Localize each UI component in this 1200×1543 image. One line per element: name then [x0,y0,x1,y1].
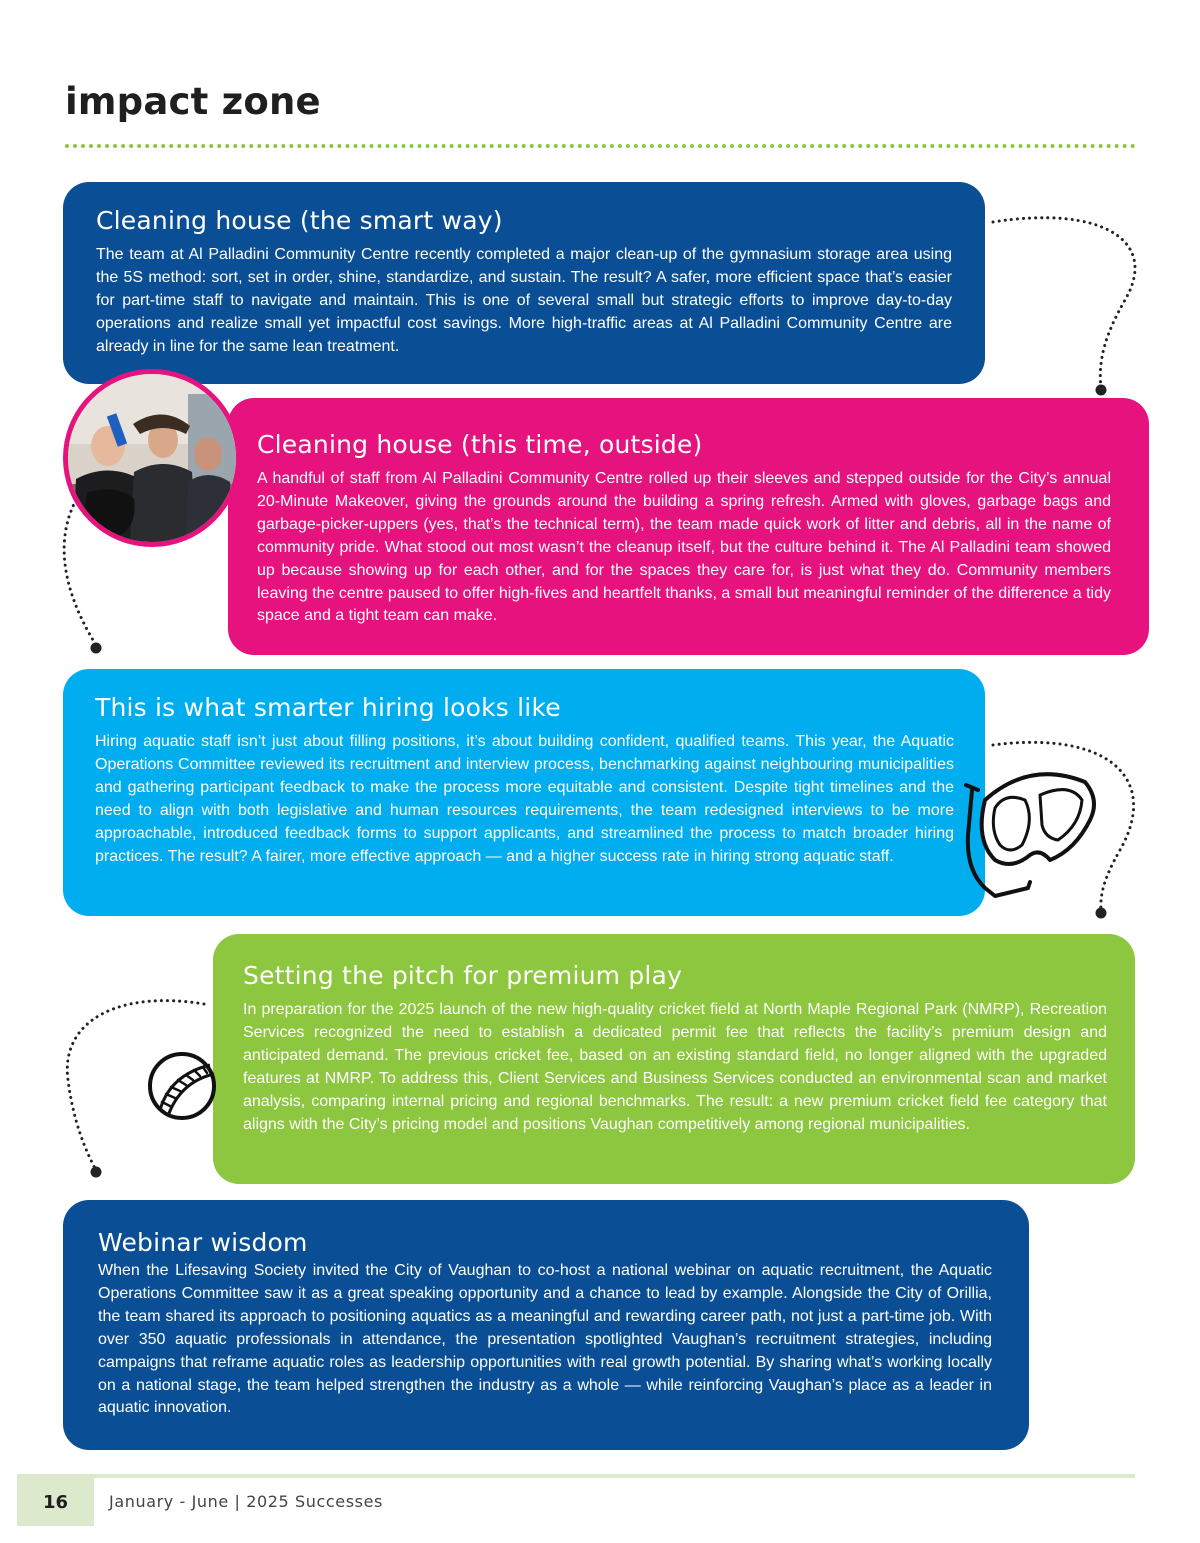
story-title: Setting the pitch for premium play [243,961,683,990]
story-title: Cleaning house (the smart way) [96,206,503,235]
story-card-webinar [63,1200,1029,1450]
page-number: 16 [42,1491,69,1513]
story-title: This is what smarter hiring looks like [95,693,561,722]
connector-dot-4 [91,1167,102,1178]
story-body: When the Lifesaving Society invited the City of Vaughan to co-host a national webinar on aquatic recruitment, the Aquatic Operations Committee saw it as a great speaking opportunity and a chance to lead by example. Alongside the City of Orillia, the team shared its approach to positioning aquatics as a meaningful and rewarding career path, not just a part-time job. With over 350 aquatic professionals in attendance, the presentation spotlighted Vaughan’s recruitment strategies, including campaigns that reframe aquatic roles as leadership opportunities with real growth potential. By sharing what’s working locally on a national stage, the team helped strengthen the industry as a whole — while reinforcing Vaughan’s place as a leader in aquatic innovation. [98,1262,992,1417]
footer-divider [17,1474,1135,1478]
story-body: The team at Al Palladini Community Centre recently completed a major clean-up of the gymnasium storage area using the 5S method: sort, set in order, shine, standardize, and sustain. The result? A safer, more efficient space that’s easier for part-time staff to navigate and maintain. This is one of several small but strategic efforts to improve day-to-day operations and realize small yet impactful cost savings. More high-traffic areas at Al Palladini Community Centre are already in line for the same lean treatment. [96,246,952,355]
story-card-smarter-hiring [63,669,985,916]
connector-dot-1 [1096,385,1107,396]
story-body: A handful of staff from Al Palladini Community Centre rolled up their sleeves and stepped outside for the City’s annual 20-Minute Makeover, giving the grounds around the building a spring refresh. Armed with gloves, garbage bags and garbage-picker-uppers (yes, that’s the technical term), the team made quick work of litter and debris, all in the name of community pride. What stood out most wasn’t the cleanup itself, but the culture behind it. The Al Palladini team showed up because showing up for each other, and for the spaces they care for, is just what they do. Community members leaving the centre paused to offer high-fives and heartfelt thanks, a small but meaningful reminder of the difference a tidy space and a tight team can make. [257,470,1111,625]
connector-dot-3 [1096,908,1107,919]
team-photo-illustration [68,374,236,542]
story-body: Hiring aquatic staff isn’t just about filling positions, it’s about building confident, qualified teams. This year, the Aquatic Operations Committee reviewed its recruitment and interview process, benchmarking against neighbouring municipalities and gathering participant feedback to make the process more equitable and consistent. Despite tight timelines and the need to align with both legislative and human resources requirements, the team redesigned interviews to be more approachable, introduced feedback forms to support applicants, and streamlined the process to match broader hiring practices. The result? A fairer, more effective approach — and a higher success rate in hiring strong aquatic staff. [95,733,954,865]
story-card-outside-cleaning [228,398,1149,655]
title-divider [65,144,1136,148]
story-body: In preparation for the 2025 launch of the new high-quality cricket field at North Maple Regional Park (NMRP), Recreation Services recognized the need to establish a dedicated permit fee that reflects the facility’s premium design and anticipated demand. The previous cricket fee, based on an existing standard field, no longer aligned with the upgraded features at NMRP. To address this, Client Services and Business Services conducted an environmental scan and market analysis, comparing internal pricing and regional benchmarks. The result: a new premium cricket field fee category that aligns with the City’s pricing model and positions Vaughan competitively among regional municipalities. [243,1001,1107,1133]
story-title: Webinar wisdom [98,1228,308,1257]
page-title: impact zone [65,80,321,123]
team-photo [63,369,241,547]
connector-1 [993,218,1135,388]
page-number-box [17,1478,94,1526]
story-card-cricket-pitch [213,934,1135,1184]
story-title: Cleaning house (this time, outside) [257,430,703,459]
connector-dot-2 [91,643,102,654]
footer-text: January - June | 2025 Successes [109,1492,383,1511]
connector-3 [993,742,1134,912]
connector-4 [67,1001,204,1170]
story-card-smart-cleaning [63,182,985,384]
